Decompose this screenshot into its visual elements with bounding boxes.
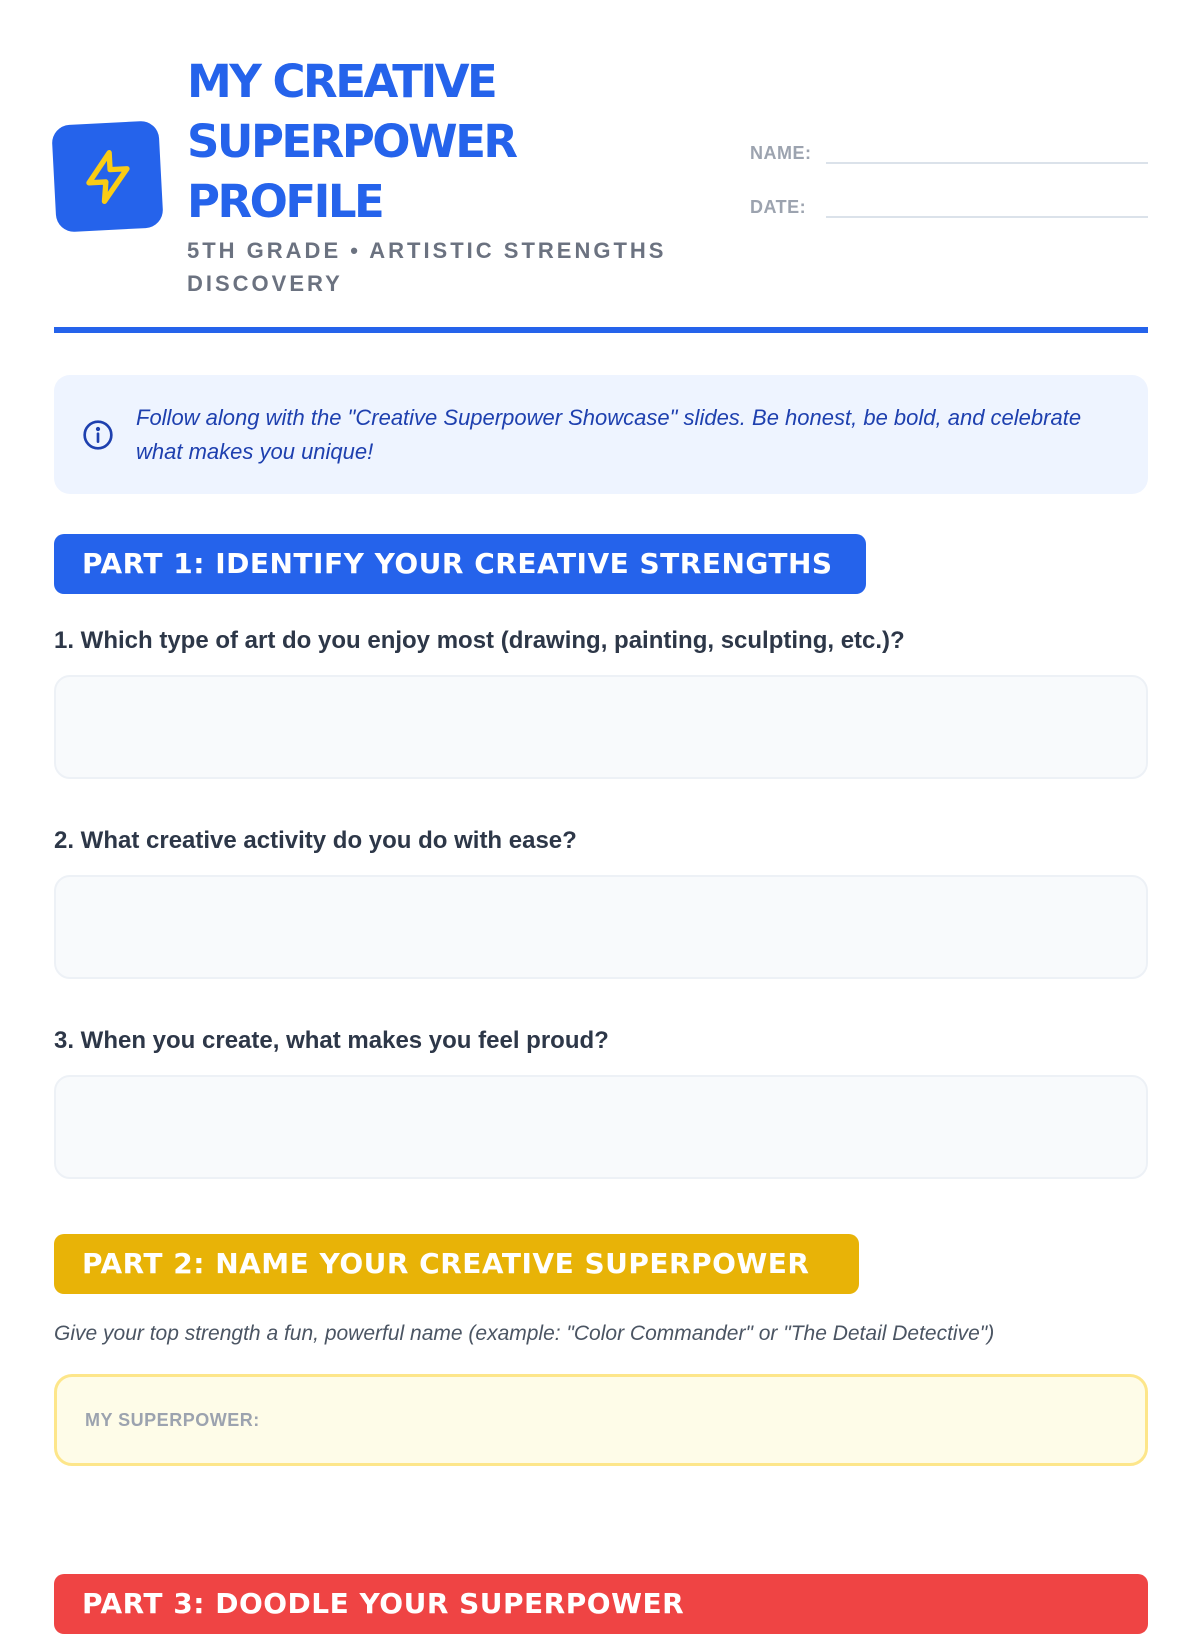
answer-box-2[interactable]	[54, 875, 1148, 979]
superpower-field[interactable]	[54, 1374, 1148, 1466]
info-circle-icon	[82, 419, 114, 451]
info-text: Follow along with the "Creative Superpower Showcase" slides. Be honest, be bold, and celebrate what makes you unique!	[136, 404, 1082, 464]
name-row	[750, 134, 1148, 164]
superpower-label: MY SUPERPOWER:	[85, 1409, 260, 1430]
question-2: 2. What creative activity do you do with ease?	[54, 827, 577, 854]
worksheet-page	[54, 0, 1148, 1620]
question-3: 3. When you create, what makes you feel proud?	[54, 1027, 609, 1054]
header-divider	[54, 327, 1148, 333]
page-subtitle: 5TH GRADE • ARTISTIC STRENGTHS DISCOVERY	[187, 238, 667, 296]
date-field[interactable]	[826, 188, 1148, 218]
answer-box-1[interactable]	[54, 675, 1148, 779]
date-label: DATE:	[750, 197, 807, 217]
part2-hint: Give your top strength a fun, powerful name (example: "Color Commander" or "The Detail Detective")	[54, 1322, 995, 1345]
page-title: MY CREATIVE SUPERPOWER PROFILE	[187, 55, 516, 228]
info-callout	[54, 375, 1148, 494]
student-meta	[750, 134, 1148, 242]
name-label: NAME:	[750, 143, 812, 163]
lightning-bolt-icon	[77, 143, 138, 210]
answer-box-3[interactable]	[54, 1075, 1148, 1179]
part3-heading: PART 3: DOODLE YOUR SUPERPOWER	[54, 1574, 1148, 1634]
date-row	[750, 188, 1148, 218]
part1-heading: PART 1: IDENTIFY YOUR CREATIVE STRENGTHS	[54, 534, 866, 594]
logo-badge	[51, 120, 163, 232]
part2-heading: PART 2: NAME YOUR CREATIVE SUPERPOWER	[54, 1234, 859, 1294]
worksheet-header	[54, 0, 1148, 336]
name-field[interactable]	[826, 134, 1148, 164]
question-1: 1. Which type of art do you enjoy most (drawing, painting, sculpting, etc.)?	[54, 627, 905, 654]
